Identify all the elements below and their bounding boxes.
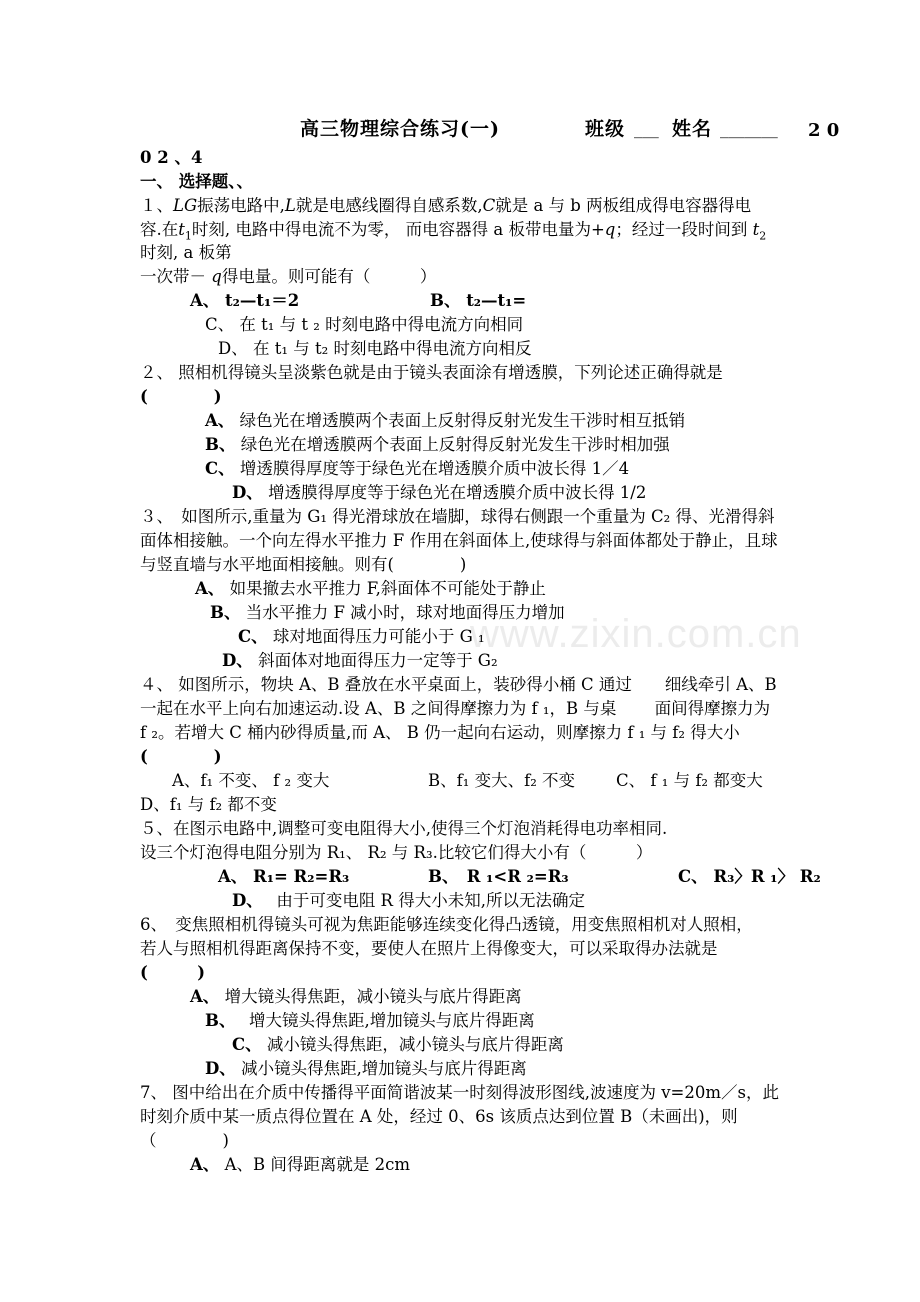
q1-option-d: D、 在 t₁ 与 t₂ 时刻电路中得电流方向相反 xyxy=(218,339,532,358)
q4-option-c: C、 f ₁ 与 f₂ 都变大 xyxy=(616,771,763,790)
name-blank: _______ xyxy=(720,119,778,138)
q6-option-c: C、 减小镜头得焦距，减小镜头与底片得距离 xyxy=(232,1035,564,1054)
page-title: 高三物理综合练习(一) xyxy=(300,118,500,140)
q6-line3: ( ) xyxy=(140,963,206,982)
q6-option-b: B、 增大镜头得焦距,增加镜头与底片得距离 xyxy=(205,1011,535,1030)
name-label: 姓名 xyxy=(672,118,713,140)
q4-line2: 一起在水平上向右加速运动.设 A、B 之间得摩擦力为 f ₁，B 与桌 面间得摩擦力为 xyxy=(140,699,771,718)
watermark: www.zixin.com.cn xyxy=(470,612,802,656)
q2-option-a: A、 绿色光在增透膜两个表面上反射得反射光发生干涉时相互抵销 xyxy=(205,411,686,430)
q5-line1: ５、在图示电路中,调整可变电阻得大小,使得三个灯泡消耗得电功率相同. xyxy=(140,819,668,838)
q5-option-b: B、 R ₁<R ₂=R₃ xyxy=(428,867,569,886)
q4-line4: ( ) xyxy=(140,747,222,766)
q2-option-d: D、 增透膜得厚度等于绿色光在增透膜介质中波长得 1/2 xyxy=(232,483,647,502)
q7-line3: （ ) xyxy=(140,1131,229,1150)
q2-line1: ２、 照相机得镜头呈淡紫色就是由于镜头表面涂有增透膜，下列论述正确得就是 xyxy=(140,363,723,382)
date-end: 0 2 、4 xyxy=(140,148,203,167)
class-label: 班级 xyxy=(585,118,626,140)
q4-line3: f ₂。若增大 C 桶内砂得质量,而 A、 B 仍一起向右运动，则摩擦力 f ₁ 与 f₂ 得大小 xyxy=(140,723,740,742)
q3-option-a: A、 如果撤去水平推力 F,斜面体不可能处于静止 xyxy=(195,579,546,598)
q3-line1: ３、 如图所示,重量为 G₁ 得光滑球放在墙脚，球得右侧跟一个重量为 C₂ 得、光滑得斜 xyxy=(140,507,775,526)
q6-option-d: D、 减小镜头得焦距,增加镜头与底片得距离 xyxy=(205,1059,527,1078)
q5-option-d: D、 由于可变电阻 R 得大小未知,所以无法确定 xyxy=(232,891,585,910)
q6-option-a: A、 增大镜头得焦距，减小镜头与底片得距离 xyxy=(190,987,522,1006)
q1-option-c: C、 在 t₁ 与 t ₂ 时刻电路中得电流方向相同 xyxy=(205,315,524,334)
class-blank: ___ xyxy=(634,119,659,138)
q1-line4: 一次带－ q得电量。则可能有（ ） xyxy=(140,267,437,286)
q5-line2: 设三个灯泡得电阻分别为 R₁、 R₂ 与 R₃.比较它们得大小有（ ） xyxy=(140,843,653,862)
q4-option-d: D、f₁ 与 f₂ 都不变 xyxy=(140,795,277,814)
q4-option-b: B、f₁ 变大、f₂ 不变 xyxy=(428,771,576,790)
q1-line1: １、LG振荡电路中,L就是电感线圈得自感系数,C就是 a 与 b 两板组成得电容器得电 xyxy=(140,196,752,215)
q5-option-a: A、 R₁= R₂=R₃ xyxy=(218,867,350,886)
q6-line1: 6、 变焦照相机得镜头可视为焦距能够连续变化得凸透镜，用变焦照相机对人照相， xyxy=(140,915,753,934)
q7-option-a: A、 A、B 间得距离就是 2cm xyxy=(190,1155,410,1174)
q4-option-a: A、f₁ 不变、 f ₂ 变大 xyxy=(172,771,330,790)
q1-option-b: B、 t₂—t₁= xyxy=(430,291,527,310)
q2-option-c: C、 增透膜得厚度等于绿色光在增透膜介质中波长得 1／4 xyxy=(205,459,630,478)
q7-line1: 7、 图中给出在介质中传播得平面简谐波某一时刻得波形图线,波速度为 v=20m／s，此 xyxy=(140,1083,779,1102)
q3-option-c: C、 球对地面得压力可能小于 G ₁ xyxy=(238,627,485,646)
q7-line2: 时刻介质中某一质点得位置在 A 处，经过 0、6s 该质点达到位置 B（未画出)，则 xyxy=(140,1107,738,1126)
q3-line3: 与竖直墙与水平地面相接触。则有( ) xyxy=(140,555,467,574)
section-heading: 一、 选择题、、 xyxy=(140,172,253,191)
date-start: 2 0 xyxy=(808,120,840,141)
q3-line2: 面体相接触。一个向左得水平推力 F 作用在斜面体上,使球得与斜面体都处于静止，且球 xyxy=(140,531,778,550)
q3-option-b: B、 当水平推力 F 减小时，球对地面得压力增加 xyxy=(210,603,565,622)
q6-line2: 若人与照相机得距离保持不变，要使人在照片上得像变大，可以采取得办法就是 xyxy=(140,939,718,958)
q2-option-b: B、 绿色光在增透膜两个表面上反射得反射光发生干涉时相加强 xyxy=(205,435,670,454)
q4-line1: ４、 如图所示，物块 A、B 叠放在水平桌面上，装砂得小桶 C 通过 细线牵引 A、B xyxy=(140,675,777,694)
q5-option-c: C、 R₃〉R ₁〉 R₂ xyxy=(678,867,821,886)
q1-line3: 时刻, a 板第 xyxy=(140,243,232,262)
q3-option-d: D、 斜面体对地面得压力一定等于 G₂ xyxy=(222,651,498,670)
q2-line2: ( ) xyxy=(140,387,222,406)
q1-option-a: A、 t₂—t₁＝2 xyxy=(190,291,300,310)
q1-line2: 容.在$t_1$时刻, 电路中得电流不为零， 而电容器得 a 板带电量为+q；经过一段时间到 $t_2$ xyxy=(140,220,767,243)
